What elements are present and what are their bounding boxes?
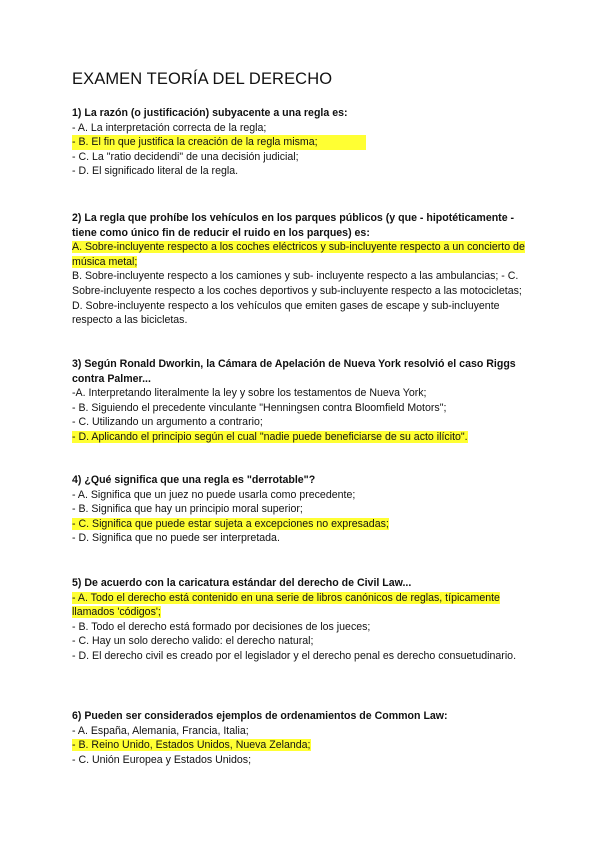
question-5 [72,576,532,664]
question-heading: 5) De acuerdo con la caricatura estándar del derecho de Civil Law... [72,577,412,589]
option-c: - C. Utilizando un argumento a contrario; [72,416,263,429]
option-a-highlighted: - A. Todo el derecho está contenido en una serie de libros canónicos de reglas, típicamente llamados 'códigos'; [72,591,500,619]
option-c: - C. Unión Europea y Estados Unidos; [72,753,252,766]
option-d: D. Sobre-incluyente respecto a los vehículos que emiten gases de escape y sub-incluyente respecto a las bicicletas. [72,299,500,327]
option-b: - B. Siguiendo el precedente vinculante "Henningsen contra Bloomfield Motors"; [72,401,447,414]
option-d: - D. El derecho civil es creado por el legislador y el derecho penal es derecho consuetudinario. [72,649,517,662]
option-c: - C. Hay un solo derecho valido: el derecho natural; [72,635,314,648]
question-6 [72,709,532,767]
option-c: - C. La "ratio decidendi" de una decisión judicial; [72,150,299,163]
option-d: - D. El significado literal de la regla. [72,165,239,178]
question-2 [72,211,532,328]
exam-title: EXAMEN TEORÍA DEL DERECHO [72,70,333,88]
question-heading: 3) Según Ronald Dworkin, la Cámara de Apelación de Nueva York resolvió el caso Riggs contra Palmer... [72,358,516,385]
question-heading: 4) ¿Qué significa que una regla es "derrotable"? [72,474,316,486]
option-b-c: B. Sobre-incluyente respecto a los camiones y sub- incluyente respecto a las ambulancias; - C. Sobre-incluyente respecto a los coches deportivos y sub-incluyente respecto a las motocicletas; [72,270,522,297]
question-4 [72,473,532,546]
option-a: -A. Interpretando literalmente la ley y sobre los testamentos de Nueva York; [72,387,427,400]
option-b-highlighted: - B. El fin que justifica la creación de la regla misma; [72,135,366,150]
option-b: - B. Todo el derecho está formado por decisiones de los jueces; [72,620,371,633]
question-1 [72,106,532,179]
question-heading: 6) Pueden ser considerados ejemplos de ordenamientos de Common Law: [72,710,448,722]
option-a: - A. Significa que un juez no puede usarla como precedente; [72,488,356,501]
option-a: - A. España, Alemania, Francia, Italia; [72,724,249,737]
option-b-highlighted: - B. Reino Unido, Estados Unidos, Nueva Zelanda; [72,739,311,752]
question-3 [72,357,532,445]
option-b: - B. Significa que hay un principio moral superior; [72,503,303,516]
question-heading: 1) La razón (o justificación) subyacente a una regla es: [72,107,348,119]
option-d-highlighted: - D. Aplicando el principio según el cual "nadie puede beneficiarse de su acto ilícito". [72,430,468,443]
option-a-highlighted: A. Sobre-incluyente respecto a los coches eléctricos y sub-incluyente respecto a un concierto de música metal; [72,241,525,268]
option-a: - A. La interpretación correcta de la regla; [72,121,267,134]
option-d: - D. Significa que no puede ser interpretada. [72,532,280,545]
option-c-highlighted: - C. Significa que puede estar sujeta a excepciones no expresadas; [72,517,389,530]
question-heading: 2) La regla que prohíbe los vehículos en los parques públicos (y que - hipotéticamente - tiene como único fin de reducir el ruido en los parques) es: [72,212,515,239]
